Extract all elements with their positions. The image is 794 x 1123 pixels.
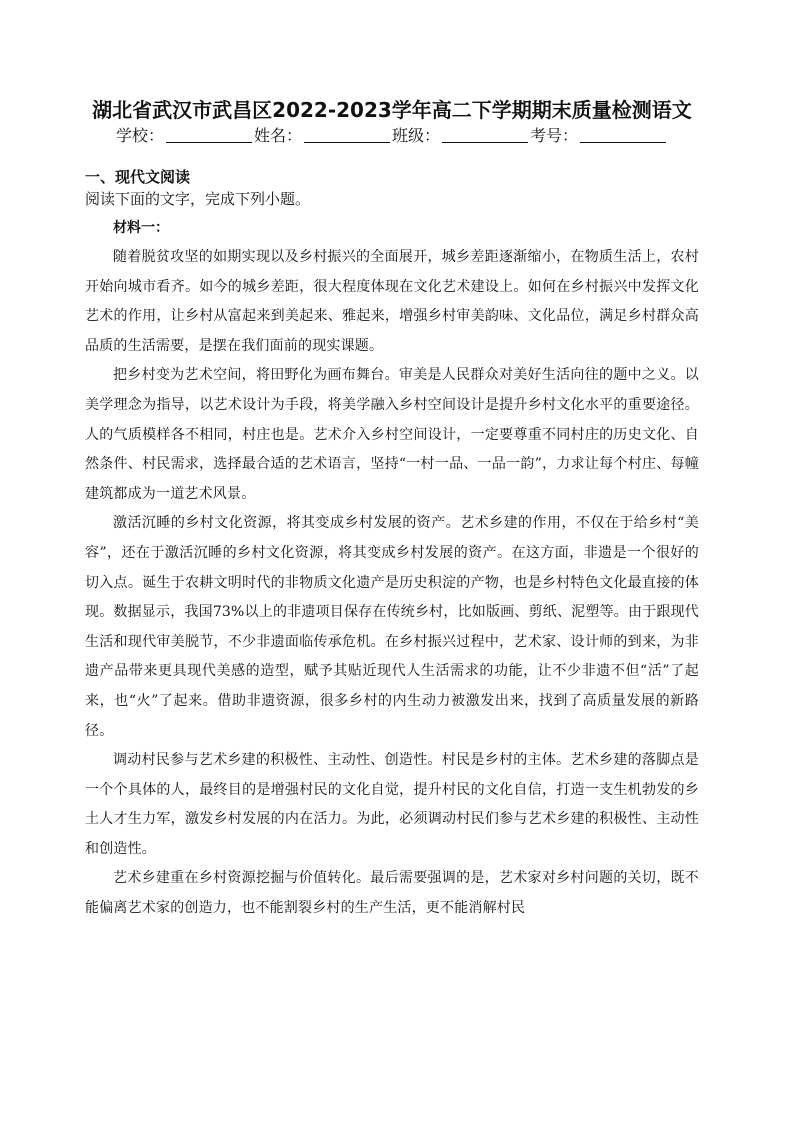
material-label: 材料一：	[113, 220, 169, 236]
class-blank	[442, 141, 528, 143]
paragraph-2: 把乡村变为艺术空间，将田野化为画布舞台。审美是人民群众对美好生活向往的题中之义。以美学理念为指导，以艺术设计为手段，将美学融入乡村空间设计是提升乡村文化水平的重要途径。人的气质模样各不相同，村庄也是。艺术介入乡村空间设计，一定要尊重不同村庄的历史文化、自然条件、村民需求，选择最合适的艺术语言，坚持“一村一品、一品一韵”，力求让每个村庄、每幢建筑都成为一道艺术风景。	[85, 367, 699, 502]
class-label: 班级：	[392, 126, 441, 145]
class-field	[392, 125, 530, 147]
name-field	[254, 125, 392, 147]
exam-number-label: 考号：	[530, 126, 579, 145]
paragraph-5: 艺术乡建重在乡村资源挖掘与价值转化。最后需要强调的是，艺术家对乡村问题的关切，既不能偏离艺术家的创造力，也不能割裂乡村的生产生活，更不能消解村民	[85, 870, 699, 917]
student-info-line	[85, 125, 699, 147]
document-title: 湖北省武汉市武昌区2022-2023学年高二下学期期末质量检测语文	[92, 98, 692, 122]
reading-instruction: 阅读下面的文字，完成下列小题。	[85, 190, 311, 208]
name-label: 姓名：	[253, 126, 302, 145]
paragraph-4: 调动村民参与艺术乡建的积极性、主动性、创造性。村民是乡村的主体。艺术乡建的落脚点是一个个具体的人，最终目的是增强村民的文化自觉，提升村民的文化自信，打造一支生机勃发的乡土人才生力军，激发乡村发展的内在活力。为此，必须调动村民们参与艺术乡建的积极性、主动性和创造性。	[85, 752, 699, 857]
school-field	[116, 125, 254, 147]
school-blank	[166, 141, 252, 143]
school-label: 学校：	[115, 126, 164, 145]
paragraph-1: 随着脱贫攻坚的如期实现以及乡村振兴的全面展开，城乡差距逐渐缩小，在物质生活上，农村开始向城市看齐。如今的城乡差距，很大程度体现在文化艺术建设上。如何在乡村振兴中发挥文化艺术的作用，让乡村从富起来到美起来、雅起来，增强乡村审美韵味、文化品位，满足乡村群众高品质的生活需要，是摆在我们面前的现实课题。	[85, 249, 699, 354]
exam-number-blank	[580, 141, 666, 143]
exam-number-field	[530, 125, 668, 147]
paragraph-3: 激活沉睡的乡村文化资源，将其变成乡村发展的资产。艺术乡建的作用，不仅在于给乡村“美容”，还在于激活沉睡的乡村文化资源，将其变成乡村发展的资产。在这方面，非遗是一个很好的切入点。诞生于农耕文明时代的非物质文化遗产是历史积淀的产物，也是乡村特色文化最直接的体现。数据显示，我国73%以上的非遗项目保存在传统乡村，比如版画、剪纸、泥塑等。由于跟现代生活和现代审美脱节，不少非遗面临传承危机。在乡村振兴过程中，艺术家、设计师的到来，为非遗产品带来更具现代美感的造型，赋予其贴近现代人生活需求的功能，让不少非遗不但“活”了起来，也“火”了起来。借助非遗资源，很多乡村的内生动力被激发出来，找到了高质量发展的新路径。	[85, 515, 699, 739]
name-blank	[304, 141, 390, 143]
section-heading: 一、现代文阅读	[85, 168, 191, 186]
